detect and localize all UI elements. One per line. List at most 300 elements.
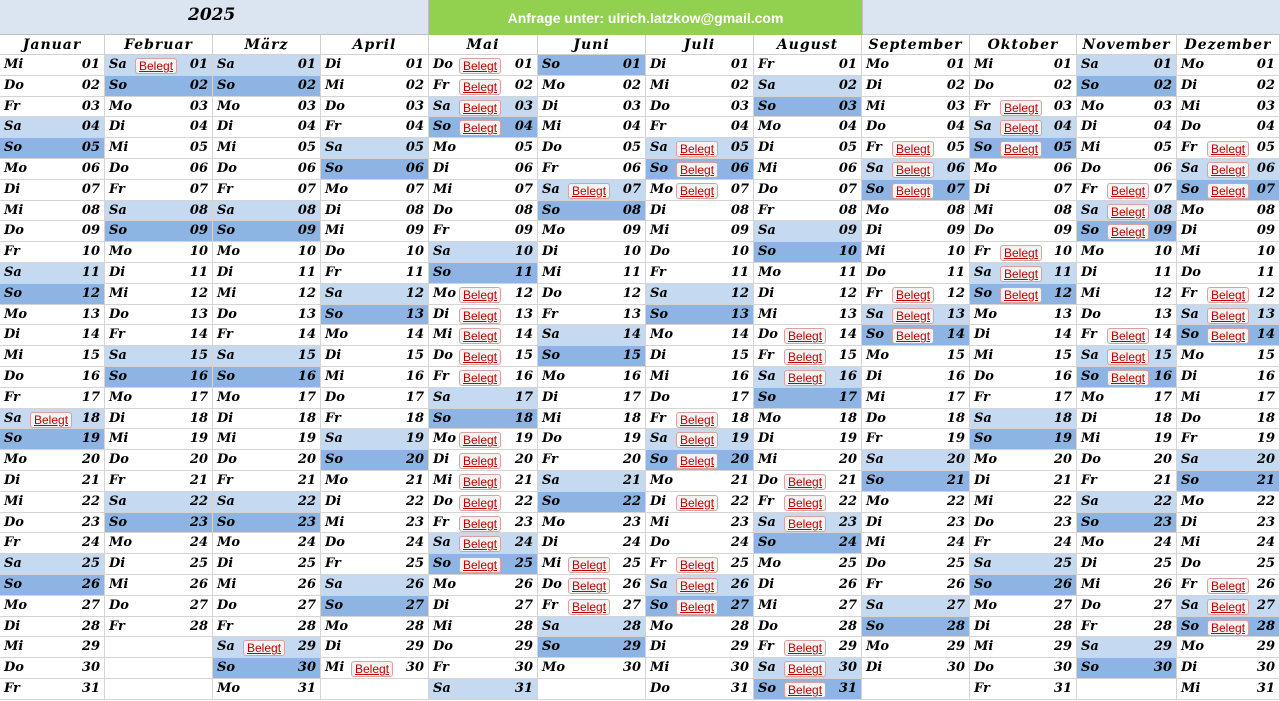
- day-number: 20: [730, 452, 749, 468]
- booked-badge: Belegt: [459, 287, 501, 303]
- day-number: 28: [730, 618, 749, 634]
- day-number: 30: [514, 660, 533, 676]
- day-cell: [213, 388, 321, 409]
- weekday-label: Sa: [542, 327, 560, 343]
- day-number: 17: [1256, 389, 1275, 405]
- day-cell: [0, 117, 105, 138]
- day-number: 28: [514, 618, 533, 634]
- weekday-label: Fr: [542, 161, 558, 176]
- day-number: 28: [838, 618, 857, 634]
- day-cell: [1177, 596, 1280, 617]
- day-number: 07: [297, 181, 316, 197]
- day-number: 03: [1053, 98, 1072, 114]
- day-cell: [754, 637, 862, 658]
- weekday-label: Fr: [1181, 431, 1197, 447]
- weekday-label: Mi: [758, 306, 778, 322]
- day-number: 14: [622, 327, 641, 343]
- weekday-label: Mi: [974, 57, 994, 72]
- day-cell: [754, 554, 862, 575]
- day-cell: [862, 325, 970, 346]
- day-number: 19: [1256, 431, 1275, 447]
- day-cell: [646, 533, 754, 554]
- day-cell: [538, 284, 646, 305]
- day-cell: [538, 159, 646, 180]
- booked-badge: Belegt: [1000, 287, 1042, 303]
- weekday-label: Di: [109, 556, 126, 572]
- day-number: 11: [189, 265, 208, 280]
- day-cell: [0, 429, 105, 450]
- day-number: 06: [297, 161, 316, 176]
- day-cell: [646, 617, 754, 638]
- day-cell: [0, 471, 105, 492]
- day-cell: [1077, 637, 1177, 658]
- day-number: 08: [1256, 202, 1275, 218]
- day-number: 15: [730, 348, 749, 364]
- weekday-label: Mi: [325, 660, 345, 676]
- weekday-label: Fr: [4, 681, 20, 696]
- day-number: 09: [946, 223, 965, 239]
- booked-badge: Belegt: [459, 495, 501, 511]
- day-cell: [970, 138, 1077, 159]
- day-number: 31: [1053, 681, 1072, 696]
- booked-badge: Belegt: [784, 474, 826, 490]
- day-number: 19: [405, 431, 424, 447]
- weekday-label: Mi: [325, 77, 345, 93]
- day-number: 12: [946, 285, 965, 301]
- day-number: 16: [297, 369, 316, 384]
- booked-badge: Belegt: [676, 432, 718, 448]
- booked-badge: Belegt: [784, 370, 826, 386]
- day-number: 12: [81, 285, 100, 301]
- day-number: 16: [1256, 369, 1275, 384]
- weekday-label: Di: [1181, 77, 1198, 93]
- day-cell: [0, 221, 105, 242]
- day-number: 22: [514, 493, 533, 509]
- weekday-label: Do: [1181, 265, 1201, 280]
- day-number: 26: [730, 577, 749, 592]
- month-column: [1177, 35, 1280, 701]
- day-number: 11: [838, 265, 857, 280]
- day-number: 15: [1153, 348, 1172, 364]
- day-cell: [321, 159, 429, 180]
- day-cell: [321, 471, 429, 492]
- day-cell: [0, 242, 105, 263]
- weekday-label: Fr: [650, 265, 666, 280]
- day-cell: [213, 180, 321, 201]
- day-number: 09: [514, 223, 533, 239]
- day-cell: [970, 284, 1077, 305]
- booked-badge: Belegt: [784, 640, 826, 656]
- day-number: 25: [730, 556, 749, 572]
- month-header: November: [1077, 35, 1177, 55]
- day-number: 30: [730, 660, 749, 676]
- day-number: 20: [189, 452, 208, 468]
- day-number: 10: [189, 244, 208, 260]
- day-cell: [538, 367, 646, 388]
- weekday-label: Di: [866, 369, 883, 384]
- day-number: 10: [1256, 244, 1275, 260]
- weekday-label: Fr: [542, 452, 558, 468]
- day-cell: [1177, 221, 1280, 242]
- weekday-label: Sa: [325, 140, 343, 156]
- weekday-label: Fr: [433, 77, 449, 93]
- day-number: 12: [1153, 285, 1172, 301]
- day-number: 05: [622, 140, 641, 156]
- day-number: 13: [730, 306, 749, 322]
- day-cell: [1077, 575, 1177, 596]
- weekday-label: Mo: [433, 285, 457, 301]
- day-cell: [862, 658, 970, 679]
- weekday-label: Do: [758, 618, 778, 634]
- day-cell: [429, 325, 538, 346]
- day-number: 14: [1053, 327, 1072, 343]
- day-number: 11: [622, 265, 641, 280]
- day-cell: [321, 97, 429, 118]
- day-cell: [862, 221, 970, 242]
- day-cell: [970, 617, 1077, 638]
- weekday-label: Fr: [974, 681, 990, 696]
- weekday-label: Di: [758, 285, 775, 301]
- weekday-label: Sa: [542, 618, 560, 634]
- month-column: [213, 35, 321, 701]
- day-cell: [970, 117, 1077, 138]
- day-cell: [538, 221, 646, 242]
- weekday-label: Do: [4, 660, 24, 676]
- weekday-label: Mi: [650, 660, 670, 676]
- day-cell: [429, 284, 538, 305]
- day-cell: [862, 554, 970, 575]
- weekday-label: Mo: [1081, 244, 1105, 260]
- weekday-label: Di: [217, 119, 234, 135]
- day-cell: [862, 55, 970, 76]
- weekday-label: Do: [974, 77, 994, 93]
- day-number: 02: [838, 77, 857, 93]
- day-number: 04: [1053, 119, 1072, 135]
- day-number: 14: [297, 327, 316, 343]
- day-number: 13: [405, 306, 424, 322]
- weekday-label: Fr: [974, 389, 990, 405]
- weekday-label: So: [650, 452, 669, 468]
- day-cell: [213, 138, 321, 159]
- day-cell: [1177, 513, 1280, 534]
- weekday-label: Di: [650, 202, 667, 218]
- booked-badge: Belegt: [1207, 162, 1249, 178]
- weekday-label: So: [325, 452, 344, 468]
- booked-badge: Belegt: [676, 495, 718, 511]
- day-cell: [538, 596, 646, 617]
- weekday-label: So: [866, 618, 885, 634]
- day-number: 11: [1256, 265, 1275, 280]
- weekday-label: Sa: [1181, 161, 1199, 176]
- weekday-label: Sa: [1181, 452, 1199, 468]
- empty-cell: [105, 679, 213, 700]
- day-cell: [105, 575, 213, 596]
- day-number: 08: [81, 202, 100, 218]
- day-cell: [321, 658, 429, 679]
- weekday-label: Mo: [1081, 98, 1105, 114]
- weekday-label: Mo: [4, 306, 28, 322]
- day-cell: [1077, 513, 1177, 534]
- day-cell: [538, 533, 646, 554]
- weekday-label: Mo: [974, 306, 998, 322]
- weekday-label: Di: [433, 452, 450, 468]
- day-number: 31: [297, 681, 316, 696]
- day-number: 09: [730, 223, 749, 239]
- weekday-label: Mo: [974, 597, 998, 613]
- day-number: 19: [838, 431, 857, 447]
- weekday-label: Di: [1181, 514, 1198, 530]
- day-number: 03: [405, 98, 424, 114]
- booked-badge: Belegt: [568, 578, 610, 594]
- day-cell: [213, 305, 321, 326]
- day-number: 29: [514, 639, 533, 655]
- weekday-label: So: [542, 57, 561, 72]
- day-number: 26: [622, 577, 641, 592]
- weekday-label: Do: [974, 369, 994, 384]
- booked-badge: Belegt: [892, 328, 934, 344]
- day-number: 10: [405, 244, 424, 260]
- weekday-label: Fr: [109, 327, 125, 343]
- day-cell: [970, 388, 1077, 409]
- weekday-label: Di: [758, 140, 775, 156]
- day-number: 31: [730, 681, 749, 696]
- day-number: 08: [297, 202, 316, 218]
- day-number: 03: [838, 98, 857, 114]
- weekday-label: So: [1181, 618, 1200, 634]
- day-number: 28: [189, 618, 208, 634]
- weekday-label: Di: [109, 410, 126, 426]
- day-number: 17: [730, 389, 749, 405]
- day-number: 19: [81, 431, 100, 447]
- weekday-label: Mo: [1181, 57, 1205, 72]
- day-number: 04: [189, 119, 208, 135]
- day-number: 24: [730, 535, 749, 551]
- day-cell: [105, 346, 213, 367]
- day-cell: [213, 658, 321, 679]
- weekday-label: Do: [650, 535, 670, 551]
- day-cell: [213, 367, 321, 388]
- day-number: 05: [1256, 140, 1275, 156]
- day-cell: [538, 492, 646, 513]
- day-number: 25: [622, 556, 641, 572]
- day-number: 07: [838, 181, 857, 197]
- day-cell: [321, 325, 429, 346]
- day-cell: [213, 679, 321, 700]
- day-number: 23: [730, 514, 749, 530]
- day-number: 22: [1256, 493, 1275, 509]
- day-cell: [970, 263, 1077, 284]
- day-cell: [105, 367, 213, 388]
- day-number: 27: [514, 597, 533, 613]
- weekday-label: Sa: [1181, 597, 1199, 613]
- weekday-label: Do: [542, 140, 562, 156]
- booked-badge: Belegt: [676, 599, 718, 615]
- weekday-label: Fr: [1181, 140, 1197, 156]
- day-number: 05: [1153, 140, 1172, 156]
- day-number: 11: [297, 265, 316, 280]
- weekday-label: Mo: [974, 161, 998, 176]
- weekday-label: So: [109, 77, 128, 93]
- day-number: 05: [946, 140, 965, 156]
- weekday-label: Fr: [1181, 577, 1197, 592]
- day-cell: [1177, 242, 1280, 263]
- day-number: 14: [189, 327, 208, 343]
- weekday-label: Fr: [217, 618, 233, 634]
- day-number: 24: [1053, 535, 1072, 551]
- day-number: 01: [946, 57, 965, 72]
- weekday-label: So: [974, 577, 993, 592]
- day-cell: [538, 55, 646, 76]
- weekday-label: Fr: [974, 244, 990, 260]
- day-cell: [213, 429, 321, 450]
- day-cell: [1177, 617, 1280, 638]
- day-number: 10: [946, 244, 965, 260]
- weekday-label: Mi: [758, 597, 778, 613]
- weekday-label: Sa: [866, 597, 884, 613]
- day-cell: [646, 138, 754, 159]
- booked-badge: Belegt: [1107, 328, 1149, 344]
- weekday-label: Mo: [4, 597, 28, 613]
- day-cell: [213, 617, 321, 638]
- weekday-label: Do: [433, 57, 453, 72]
- day-cell: [0, 55, 105, 76]
- weekday-label: Sa: [650, 431, 668, 447]
- weekday-label: Mi: [4, 202, 24, 218]
- day-number: 14: [946, 327, 965, 343]
- day-number: 10: [838, 244, 857, 260]
- year-label: 2025: [188, 5, 236, 25]
- day-number: 03: [81, 98, 100, 114]
- day-number: 27: [405, 597, 424, 613]
- weekday-label: Sa: [1181, 306, 1199, 322]
- weekday-label: Di: [974, 618, 991, 634]
- day-number: 27: [1256, 597, 1275, 613]
- weekday-label: Fr: [433, 223, 449, 239]
- weekday-label: Mo: [758, 556, 782, 572]
- weekday-label: So: [1181, 181, 1200, 197]
- day-number: 29: [946, 639, 965, 655]
- weekday-label: So: [650, 161, 669, 176]
- day-cell: [862, 450, 970, 471]
- day-cell: [754, 409, 862, 430]
- weekday-label: So: [650, 306, 669, 322]
- month-header: April: [321, 35, 429, 55]
- day-cell: [105, 284, 213, 305]
- day-cell: [646, 284, 754, 305]
- weekday-label: Fr: [758, 639, 774, 655]
- weekday-label: Sa: [4, 119, 22, 135]
- day-cell: [429, 429, 538, 450]
- day-number: 02: [1153, 77, 1172, 93]
- day-number: 18: [946, 410, 965, 426]
- weekday-label: Di: [4, 473, 21, 488]
- weekday-label: So: [4, 140, 23, 156]
- day-cell: [1077, 263, 1177, 284]
- day-cell: [105, 55, 213, 76]
- weekday-label: So: [974, 140, 993, 156]
- weekday-label: Mi: [650, 223, 670, 239]
- weekday-label: Di: [433, 597, 450, 613]
- weekday-label: So: [758, 681, 777, 696]
- day-number: 03: [297, 98, 316, 114]
- day-cell: [1177, 679, 1280, 700]
- weekday-label: Mo: [758, 119, 782, 135]
- day-cell: [1077, 117, 1177, 138]
- day-number: 22: [81, 493, 100, 509]
- day-number: 25: [514, 556, 533, 572]
- day-number: 27: [297, 597, 316, 613]
- day-cell: [1077, 471, 1177, 492]
- contact-banner: Anfrage unter: ulrich.latzkow@gmail.com: [429, 0, 862, 35]
- day-number: 22: [838, 493, 857, 509]
- day-cell: [213, 284, 321, 305]
- month-column: [862, 35, 970, 701]
- day-number: 09: [622, 223, 641, 239]
- booked-badge: Belegt: [1207, 328, 1249, 344]
- day-cell: [0, 180, 105, 201]
- weekday-label: Mi: [974, 639, 994, 655]
- day-number: 17: [1053, 389, 1072, 405]
- weekday-label: Di: [325, 639, 342, 655]
- weekday-label: Mo: [650, 473, 674, 488]
- top-right-cell: [862, 0, 1280, 35]
- weekday-label: Do: [109, 161, 129, 176]
- weekday-label: Di: [758, 577, 775, 592]
- day-cell: [538, 513, 646, 534]
- day-cell: [1177, 55, 1280, 76]
- day-number: 22: [1153, 493, 1172, 509]
- day-number: 03: [1256, 98, 1275, 114]
- day-number: 30: [1053, 660, 1072, 676]
- day-number: 24: [838, 535, 857, 551]
- weekday-label: Do: [433, 348, 453, 364]
- day-number: 14: [405, 327, 424, 343]
- day-number: 14: [838, 327, 857, 343]
- day-number: 23: [1256, 514, 1275, 530]
- day-cell: [1177, 76, 1280, 97]
- day-cell: [0, 388, 105, 409]
- day-number: 04: [622, 119, 641, 135]
- booked-badge: Belegt: [784, 661, 826, 677]
- weekday-label: Do: [217, 452, 237, 468]
- day-number: 07: [622, 181, 641, 197]
- day-number: 10: [1053, 244, 1072, 260]
- day-number: 31: [514, 681, 533, 696]
- day-cell: [429, 617, 538, 638]
- day-number: 24: [405, 535, 424, 551]
- day-number: 19: [1153, 431, 1172, 447]
- weekday-label: Fr: [433, 369, 449, 384]
- weekday-label: Sa: [4, 410, 22, 426]
- day-cell: [538, 429, 646, 450]
- weekday-label: Do: [758, 327, 778, 343]
- day-number: 18: [297, 410, 316, 426]
- day-number: 13: [622, 306, 641, 322]
- day-cell: [754, 429, 862, 450]
- day-cell: [1077, 305, 1177, 326]
- weekday-label: So: [1181, 473, 1200, 488]
- weekday-label: Mo: [866, 348, 890, 364]
- booked-badge: Belegt: [892, 308, 934, 324]
- day-number: 04: [297, 119, 316, 135]
- weekday-label: Fr: [866, 577, 882, 592]
- month-column: [1077, 35, 1177, 701]
- month-header: Juli: [646, 35, 754, 55]
- day-number: 18: [405, 410, 424, 426]
- day-cell: [429, 492, 538, 513]
- day-cell: [429, 575, 538, 596]
- weekday-label: Mo: [650, 181, 674, 197]
